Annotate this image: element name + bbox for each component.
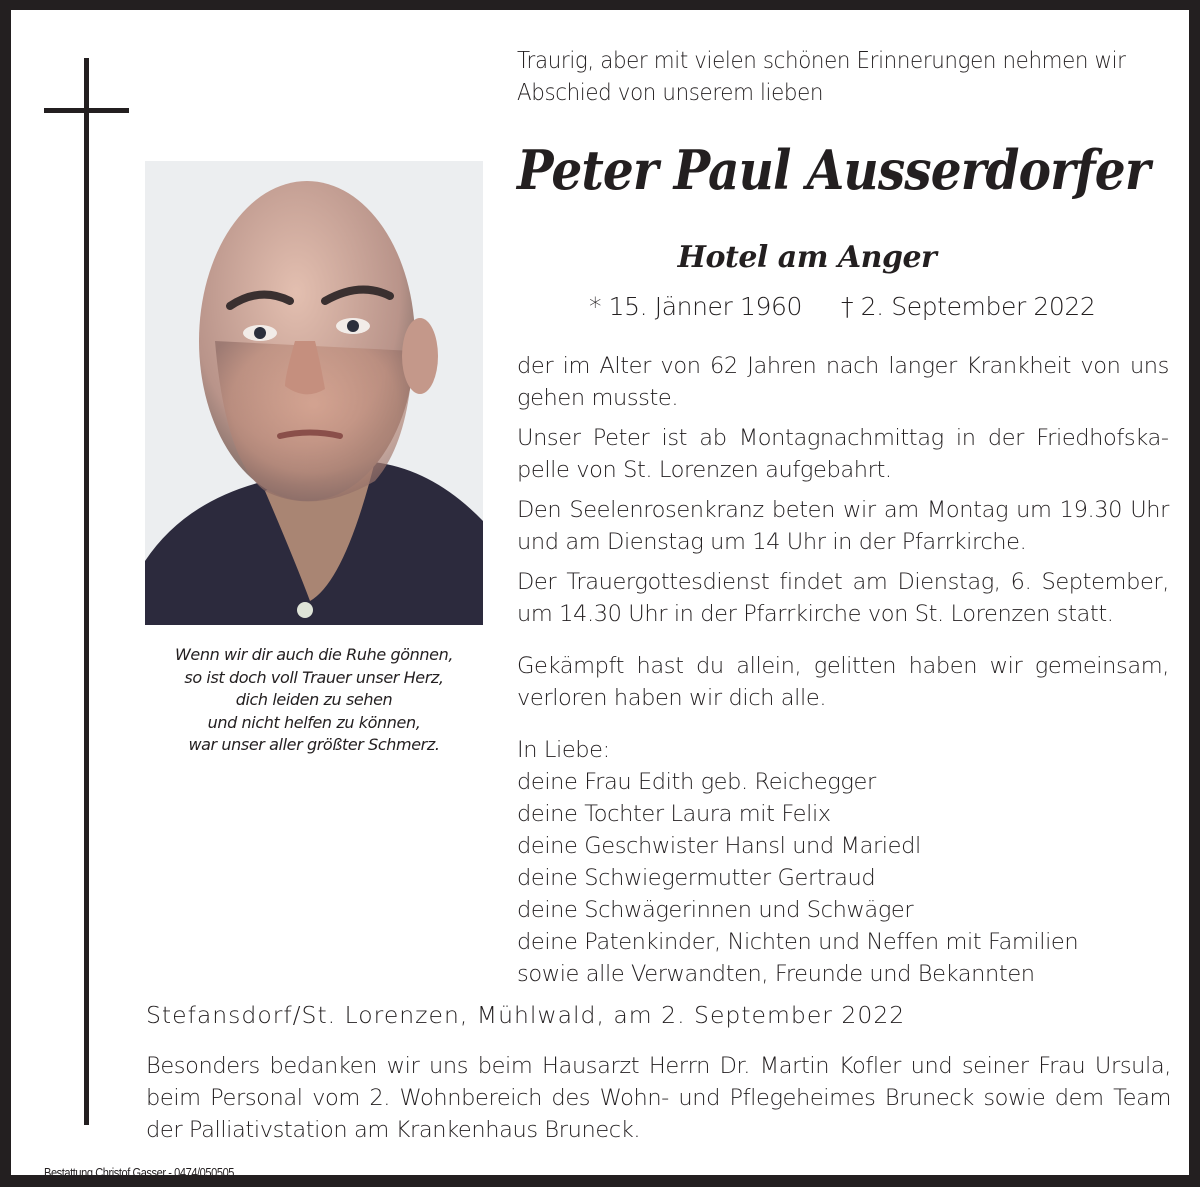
- family-heading: In Liebe:: [517, 737, 610, 763]
- death-date: † 2. September 2022: [841, 292, 1096, 321]
- cross-icon-vertical: [84, 58, 89, 1125]
- poem: [145, 644, 483, 757]
- paragraph-quote: Gekämpft hast du allein, gelitten haben wir gemeinsam, verloren haben wir dich alle.: [517, 653, 1169, 711]
- paragraph-age: der im Alter von 62 Jahren nach langer Krankheit von uns gehen musste.: [517, 353, 1169, 411]
- family-member: sowie alle Verwandten, Freunde und Bekannten: [517, 961, 1035, 987]
- intro-line-1: Traurig, aber mit vielen schönen Erinnerungen nehmen wir: [517, 48, 1126, 74]
- poem-line: war unser aller größter Schmerz.: [188, 735, 440, 754]
- place-date: Stefansdorf/St. Lorenzen, Mühlwald, am 2. September 2022: [146, 1001, 906, 1029]
- family-list: [517, 734, 1169, 990]
- funeral-home-credit: Bestattung Christof Gasser - 0474/050505: [44, 1165, 235, 1180]
- intro-line-2: Abschied von unserem lieben: [517, 80, 824, 106]
- thanks-paragraph: Besonders bedanken wir uns beim Hausarzt Herrn Dr. Martin Kofler und seiner Frau Ursula, beim Personal vom 2. Wohnbereich des Wohn- und Pflegeheimes Bruneck sowie dem Team der Palliativstation am Krankenhaus Bruneck.: [146, 1053, 1171, 1143]
- obituary-body: [517, 350, 1169, 990]
- family-member: deine Schwägerinnen und Schwäger: [517, 897, 914, 923]
- poem-line: dich leiden zu sehen: [235, 690, 393, 709]
- deceased-subtitle: Hotel am Anger: [677, 240, 937, 275]
- poem-line: Wenn wir dir auch die Ruhe gönnen,: [174, 645, 454, 664]
- family-member: deine Geschwister Hansl und Mariedl: [517, 833, 921, 859]
- obituary-card: [11, 10, 1189, 1180]
- paragraph-laid-out: Unser Peter ist ab Montagnachmittag in der Friedhofskapelle von St. Lorenzen aufgebahrt.: [517, 425, 1169, 483]
- intro-text: [517, 45, 1131, 109]
- family-member: deine Frau Edith geb. Reichegger: [517, 769, 876, 795]
- poem-line: und nicht helfen zu können,: [207, 712, 421, 732]
- family-member: deine Schwiegermutter Gertraud: [517, 865, 876, 891]
- family-member: deine Patenkinder, Nichten und Neffen mit Familien: [517, 929, 1079, 955]
- portrait-photo: [145, 161, 483, 625]
- birth-date: * 15. Jänner 1960: [589, 292, 802, 321]
- paragraph-rosary: Den Seelenrosenkranz beten wir am Montag um 19.30 Uhr und am Dienstag um 14 Uhr in der Pfarrkirche.: [517, 497, 1169, 555]
- deceased-name: Peter Paul Ausserdorfer: [517, 138, 1150, 202]
- family-member: deine Tochter Laura mit Felix: [517, 801, 831, 827]
- cross-icon-horizontal: [44, 108, 129, 113]
- portrait-illustration: [145, 161, 483, 625]
- poem-line: so ist doch voll Trauer unser Herz,: [184, 667, 444, 687]
- paragraph-funeral-service: Der Trauergottesdienst findet am Dienstag, 6. September, um 14.30 Uhr in der Pfarrkirche von St. Lorenzen statt.: [517, 569, 1169, 627]
